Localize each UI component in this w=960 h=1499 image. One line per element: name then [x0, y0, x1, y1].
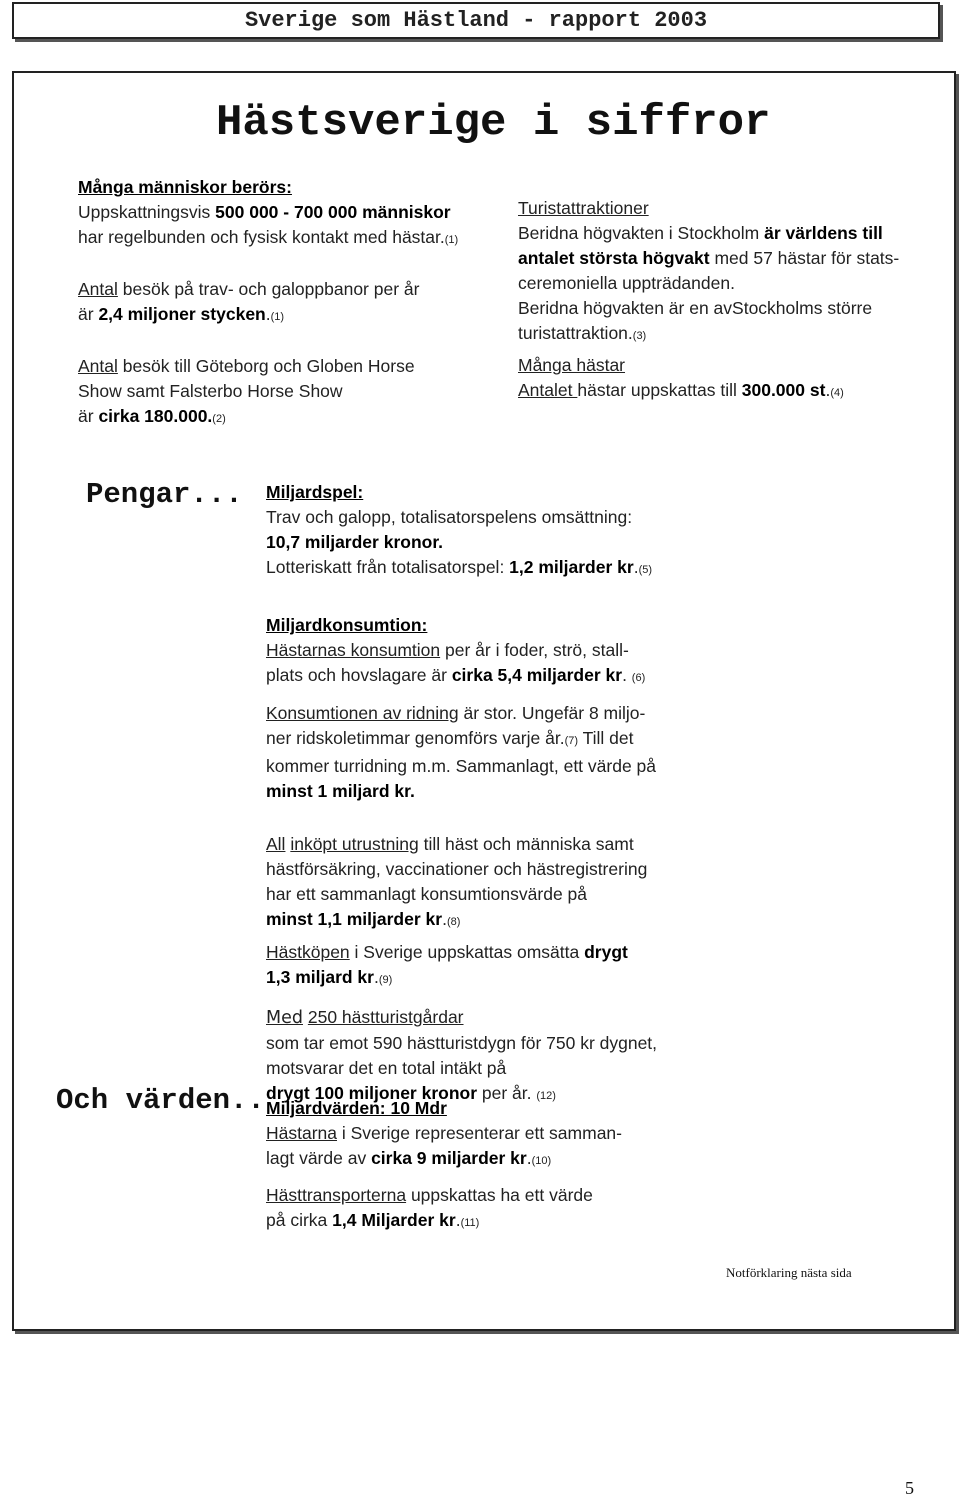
- report-title: Sverige som Hästland - rapport 2003: [244, 8, 708, 33]
- riding-text: är stor. Ungefär 8 miljo-: [458, 703, 646, 723]
- lottery-text: Lotteriskatt från totalisatorspel:: [266, 557, 510, 577]
- equipment-text-3: har ett sammanlagt konsumtionsvärde på: [266, 884, 587, 904]
- ref-11: (11): [460, 1217, 480, 1229]
- visits-prefix: är: [78, 304, 99, 324]
- betting-text: Trav och galopp, totalisatorspelens omsättning:: [266, 507, 633, 527]
- betting-heading: Miljardspel:: [266, 482, 364, 502]
- visits-count: 2,4 miljoner stycken: [98, 304, 266, 324]
- guard-text-5: turistattraktion.: [518, 323, 633, 343]
- people-count: 500 000 - 700 000 människor: [215, 202, 451, 222]
- horses-heading: Många hästar: [518, 355, 626, 375]
- guard-bold-2: antalet största högvakt: [518, 248, 710, 268]
- riding-text-3: kommer turridning m.m. Sammanlagt, ett värde på: [266, 756, 657, 776]
- consumption-text: per år i foder, strö, stall-: [440, 640, 629, 660]
- ref-2: (2): [212, 413, 226, 425]
- purchases-amount: 1,3 miljard kr: [266, 967, 374, 987]
- riding-label: Konsumtionen av ridning: [266, 703, 459, 723]
- values-heading: Och värden..: [56, 1084, 265, 1117]
- page-number: 5: [905, 1478, 914, 1498]
- tourism-text: som tar emot 590 hästturistdygn för 750 kr dygnet,: [266, 1033, 658, 1053]
- guard-text-2: med 57 hästar för stats-: [709, 248, 900, 268]
- horseshow-text: besök till Göteborg och Globen Horse: [117, 356, 415, 376]
- purchases-label: Hästköpen: [266, 942, 350, 962]
- visits-text: besök på trav- och galoppbanor per år: [117, 279, 420, 299]
- page-title: Hästsverige i siffror: [216, 98, 771, 148]
- horseshow-text-2: Show samt Falsterbo Horse Show: [78, 381, 343, 401]
- people-section: [78, 175, 478, 432]
- report-header: [12, 2, 940, 39]
- transport-label: Hästtransporterna: [266, 1185, 407, 1205]
- horses-value-label: Hästarna: [266, 1123, 338, 1143]
- visits-label: Antal: [78, 279, 118, 299]
- equipment-all: All: [266, 834, 286, 854]
- tourism-text-3: per år.: [477, 1083, 537, 1103]
- tourism-text-2: motsvarar det en total intäkt på: [266, 1058, 507, 1078]
- equipment-amount: minst 1,1 miljarder kr: [266, 909, 443, 929]
- ref-1b: (1): [270, 311, 285, 323]
- punct: .: [373, 967, 379, 987]
- horse-consumption-label: Hästarnas konsumtion: [266, 640, 441, 660]
- values-section: [266, 1096, 706, 1236]
- horses-value-amount: cirka 9 miljarder kr: [371, 1148, 527, 1168]
- horses-label: Antalet: [518, 380, 578, 400]
- ref-6: (6): [631, 672, 646, 684]
- equipment-text-2: hästförsäkring, vaccinationer och hästregistrering: [266, 859, 648, 879]
- ref-5: (5): [638, 564, 653, 576]
- ref-12: (12): [536, 1090, 556, 1102]
- horseshow-label: Antal: [78, 356, 118, 376]
- values-subheading: Miljardvärden: 10 Mdr: [266, 1098, 447, 1118]
- riding-amount: minst 1 miljard kr.: [266, 781, 415, 801]
- punct: .: [825, 380, 831, 400]
- riding-text-2: ner ridskoletimmar genomförs varje år.: [266, 728, 565, 748]
- punct: .: [633, 557, 639, 577]
- guard-text-4: Beridna högvakten är en avStockholms större: [518, 298, 873, 318]
- guard-bold: är världens till: [764, 223, 883, 243]
- lottery-amount: 1,2 miljarder kr: [509, 557, 634, 577]
- riding-text-2b: Till det: [578, 728, 634, 748]
- footnote-note: Notförklaring nästa sida: [726, 1265, 852, 1280]
- money-heading: Pengar...: [86, 478, 243, 511]
- contact-text: har regelbunden och fysisk kontakt med hästar.: [78, 227, 445, 247]
- punct: .: [455, 1210, 461, 1230]
- tourism-amount: drygt 100 miljoner kronor: [266, 1083, 478, 1103]
- equipment-label: inköpt utrustning: [290, 834, 419, 854]
- horses-value-text-2: lagt värde av: [266, 1148, 372, 1168]
- ref-9: (9): [378, 974, 393, 986]
- ref-10: (10): [531, 1155, 552, 1167]
- tourism-heading: Turistattraktioner: [518, 198, 649, 218]
- purchases-text: i Sverige uppskattas omsätta: [349, 942, 585, 962]
- transport-amount: 1,4 Miljarder kr: [332, 1210, 456, 1230]
- horseshow-count: cirka 180.000.: [98, 406, 213, 426]
- tourism-farms-label: 250 hästturistgårdar: [307, 1007, 464, 1027]
- ref-8: (8): [446, 916, 461, 928]
- ref-1: (1): [444, 234, 459, 246]
- consumption-text-2: plats och hovslagare är: [266, 665, 452, 685]
- punct: .: [265, 304, 271, 324]
- punct: .: [442, 909, 447, 929]
- tourism-med: Med: [266, 1008, 303, 1028]
- equipment-text: till häst och människa samt: [418, 834, 634, 854]
- guard-text: Beridna högvakten i Stockholm: [518, 223, 765, 243]
- tourism-section: [518, 196, 938, 406]
- purchases-bold: drygt: [584, 942, 628, 962]
- punct: .: [526, 1148, 532, 1168]
- horseshow-prefix: är: [78, 406, 99, 426]
- ref-7: (7): [564, 735, 579, 747]
- consumption-heading: Miljardkonsumtion:: [266, 615, 428, 635]
- transport-text: uppskattas ha ett värde: [406, 1185, 593, 1205]
- people-heading: Många människor berörs:: [78, 177, 292, 197]
- transport-text-2: på cirka: [266, 1210, 333, 1230]
- ref-4: (4): [830, 387, 844, 399]
- horses-text: hästar uppskattas till: [577, 380, 742, 400]
- consumption-amount: cirka 5,4 miljarder kr: [451, 665, 623, 685]
- betting-amount: 10,7 miljarder kronor.: [266, 532, 444, 552]
- ref-3: (3): [632, 330, 647, 342]
- estimate-text: Uppskattningsvis: [78, 202, 216, 222]
- horses-value-text: i Sverige representerar ett samman-: [337, 1123, 622, 1143]
- money-section: [266, 480, 706, 1109]
- horses-count: 300.000 st: [741, 380, 826, 400]
- punct: .: [622, 665, 632, 685]
- guard-text-3: ceremoniella uppträdanden.: [518, 273, 735, 293]
